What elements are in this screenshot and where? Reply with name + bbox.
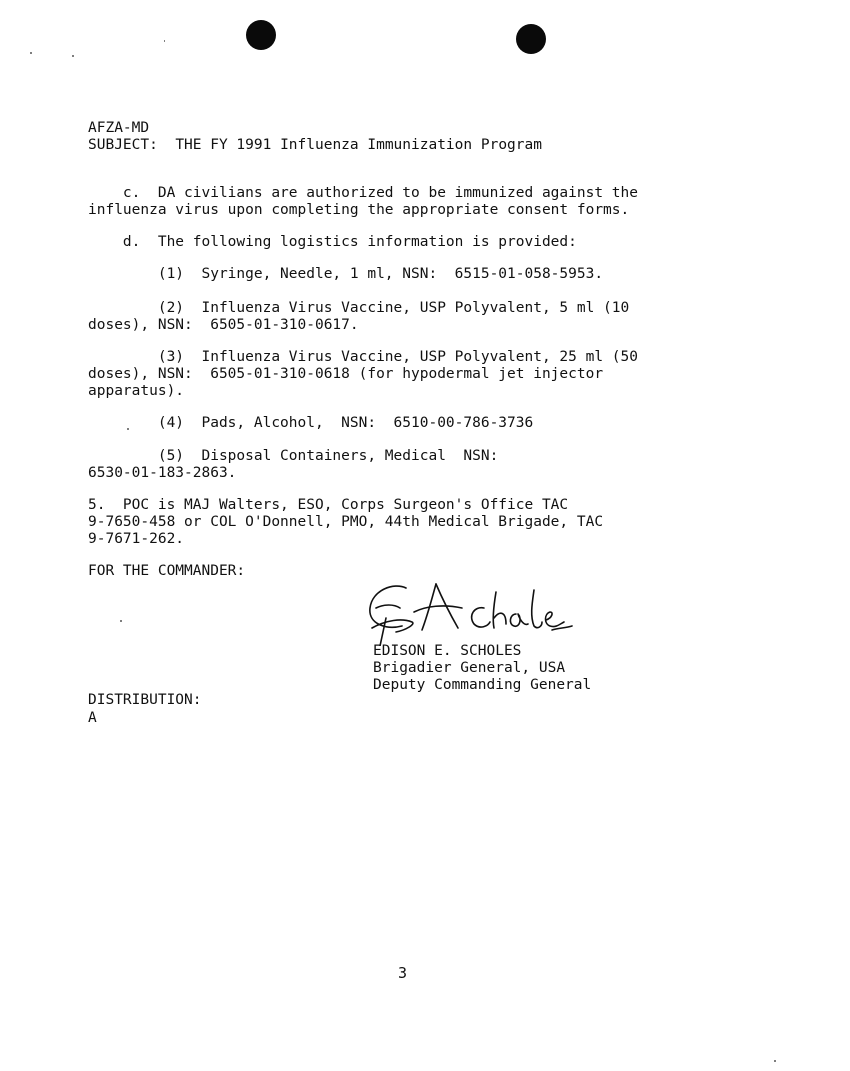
item-d1: (1) Syringe, Needle, 1 ml, NSN: 6515-01-058-5953. — [88, 266, 604, 282]
item-d3-line-1: (3) Influenza Virus Vaccine, USP Polyvalent, 25 ml (50 — [88, 349, 638, 365]
item-d2-line-1: (2) Influenza Virus Vaccine, USP Polyvalent, 5 ml (10 — [88, 300, 630, 316]
page-number: 3 — [398, 964, 408, 982]
scan-speck — [120, 620, 122, 622]
scan-speck — [72, 55, 74, 57]
paragraph-d-line-1: d. The following logistics information is provided: — [88, 234, 577, 250]
signer-name: EDISON E. SCHOLES — [373, 643, 522, 659]
paragraph-5-line-1: 5. POC is MAJ Walters, ESO, Corps Surgeon's Office TAC — [88, 497, 569, 513]
scan-speck — [30, 52, 32, 54]
subject-text: THE FY 1991 Influenza Immunization Program — [175, 137, 542, 153]
paragraph-5-line-2: 9-7650-458 or COL O'Donnell, PMO, 44th Medical Brigade, TAC — [88, 514, 604, 530]
scan-speck — [774, 1060, 776, 1062]
paragraph-c-line-2: influenza virus upon completing the appropriate consent forms. — [88, 202, 630, 218]
for-the-commander: FOR THE COMMANDER: — [88, 563, 246, 579]
scan-speck — [164, 40, 165, 42]
item-d4: (4) Pads, Alcohol, NSN: 6510-00-786-3736 — [88, 415, 534, 431]
signer-rank: Brigadier General, USA — [373, 660, 566, 676]
item-d3-line-2: doses), NSN: 6505-01-310-0618 (for hypodermal jet injector — [88, 366, 604, 382]
item-d5-line-1: (5) Disposal Containers, Medical NSN: — [88, 448, 499, 464]
item-d2-line-2: doses), NSN: 6505-01-310-0617. — [88, 317, 359, 333]
handwritten-signature — [366, 578, 576, 646]
punch-hole-right — [516, 24, 546, 54]
item-d5-line-2: 6530-01-183-2863. — [88, 465, 237, 481]
item-d3-line-3: apparatus). — [88, 383, 185, 399]
signer-title: Deputy Commanding General — [373, 677, 592, 693]
subject-line — [88, 137, 542, 154]
office-symbol: AFZA-MD — [88, 120, 150, 136]
paragraph-c-line-1: c. DA civilians are authorized to be immunized against the — [88, 185, 638, 201]
subject-label: SUBJECT: — [88, 137, 158, 153]
punch-hole-left — [246, 20, 276, 50]
paragraph-5-line-3: 9-7671-262. — [88, 531, 185, 547]
distribution-value: A — [88, 710, 97, 726]
distribution-label: DISTRIBUTION: — [88, 692, 202, 708]
